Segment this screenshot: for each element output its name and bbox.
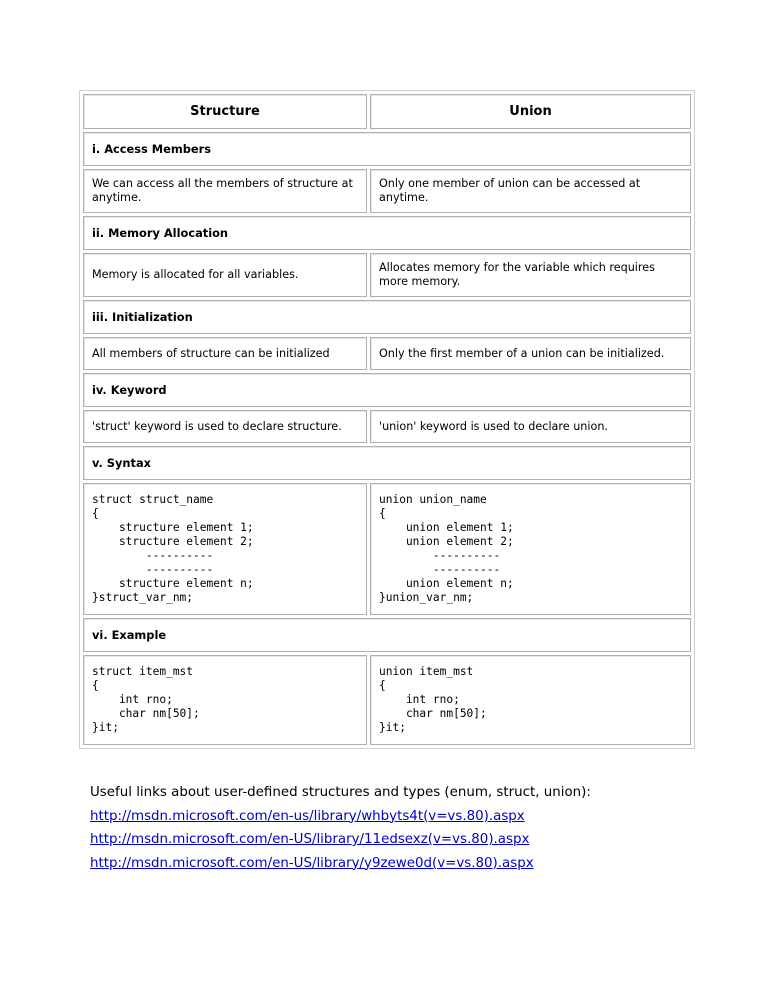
structure-cell: We can access all the members of structure at anytime. (83, 169, 367, 213)
comparison-table (79, 90, 695, 749)
table-row (83, 410, 691, 443)
header-union: Union (370, 94, 691, 129)
structure-cell: 'struct' keyword is used to declare structure. (83, 410, 367, 443)
section-title: vi. Example (83, 618, 691, 652)
section-row (83, 300, 691, 334)
link-y9zewe0d[interactable]: http://msdn.microsoft.com/en-US/library/y9zewe0d(v=vs.80).aspx (90, 855, 534, 871)
union-cell: Allocates memory for the variable which requires more memory. (370, 253, 691, 297)
table-row (83, 253, 691, 297)
union-example-code: union item_mst { int rno; char nm[50]; }it; (370, 655, 691, 745)
table-row (83, 169, 691, 213)
section-title: ii. Memory Allocation (83, 216, 691, 250)
table-row (83, 337, 691, 370)
section-title: i. Access Members (83, 132, 691, 166)
table-row (83, 655, 691, 745)
section-row (83, 446, 691, 480)
structure-cell: All members of structure can be initialized (83, 337, 367, 370)
section-row (83, 132, 691, 166)
section-title: iv. Keyword (83, 373, 691, 407)
union-cell: Only one member of union can be accessed at anytime. (370, 169, 691, 213)
section-row (83, 216, 691, 250)
structure-example-code: struct item_mst { int rno; char nm[50]; }it; (83, 655, 367, 745)
section-row (83, 373, 691, 407)
link-11edsexz[interactable]: http://msdn.microsoft.com/en-US/library/11edsexz(v=vs.80).aspx (90, 832, 530, 847)
header-structure: Structure (83, 94, 367, 129)
table-row (83, 483, 691, 615)
section-row (83, 618, 691, 652)
structure-cell: Memory is allocated for all variables. (83, 253, 367, 297)
structure-syntax-code: struct struct_name { structure element 1; structure element 2; ---------- ---------- structure element n; }struct_var_nm; (83, 483, 367, 615)
union-cell: 'union' keyword is used to declare union. (370, 410, 691, 443)
links-intro: Useful links about user-defined structures and types (enum, struct, union): (90, 785, 591, 800)
link-whbyts4t[interactable]: http://msdn.microsoft.com/en-us/library/whbyts4t(v=vs.80).aspx (90, 808, 525, 824)
table-header-row (83, 94, 691, 129)
union-cell: Only the first member of a union can be initialized. (370, 337, 691, 370)
section-title: iii. Initialization (83, 300, 691, 334)
section-title: v. Syntax (83, 446, 691, 480)
union-syntax-code: union union_name { union element 1; union element 2; ---------- ---------- union element n; }union_var_nm; (370, 483, 691, 615)
useful-links (90, 781, 730, 875)
